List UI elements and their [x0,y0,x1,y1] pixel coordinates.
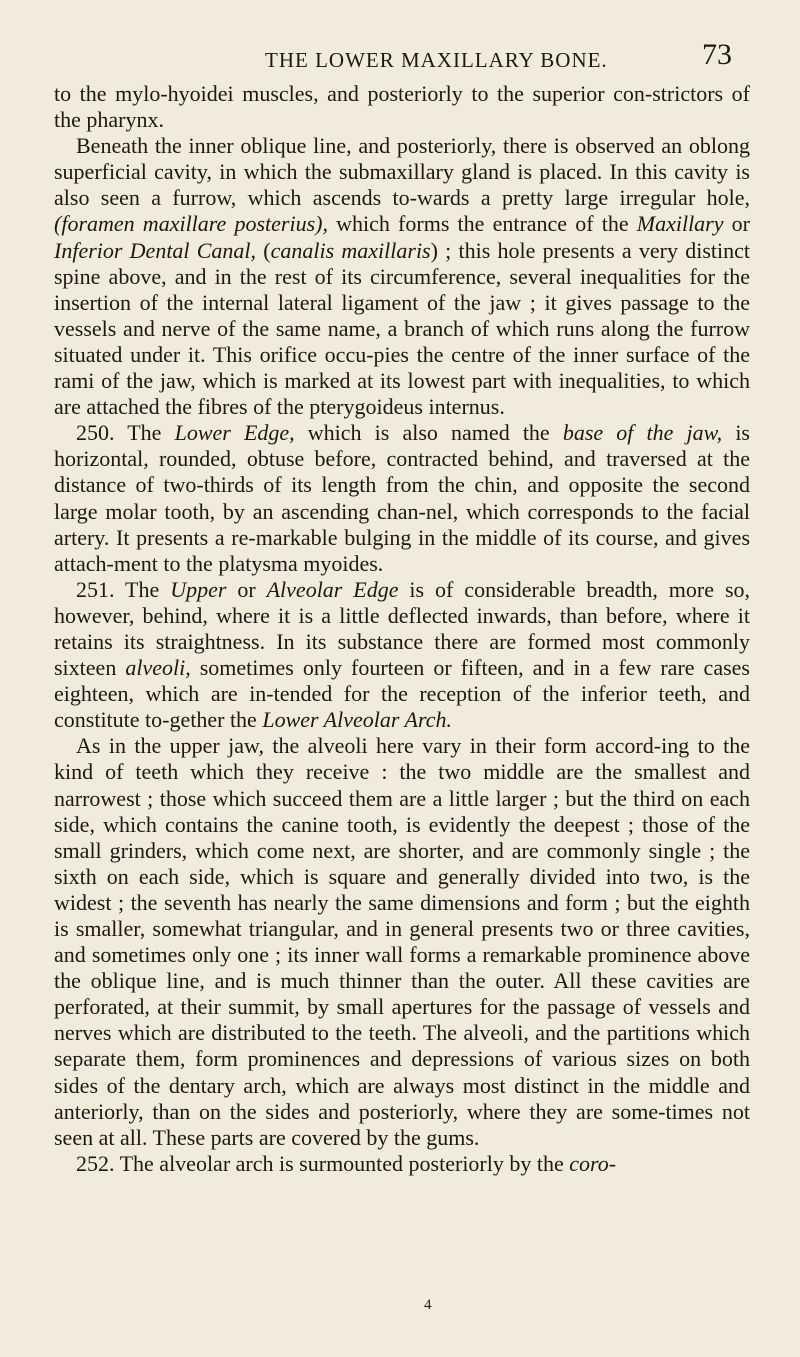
text-run: 250. The [76,420,175,446]
italic-term: base of the jaw, [562,420,723,446]
text-run: or [723,211,750,237]
text-run: Beneath the inner oblique line, and posteriorly, there is observed an oblong superficial cavity, in which the submaxillary gland is placed. In this cavity is also seen a furrow, which ascends to-wards a pretty large irregular hole, [54,133,750,211]
italic-term: (foramen maxillare posterius), [54,211,328,237]
text-run: ) ; this hole presents a very distinct spine above, and in the rest of its circumference, several inequalities for the insertion of the internal lateral ligament of the jaw ; it gives passage to the vessels and nerve of the same name, a branch of which runs along the furrow situated under it. This orifice occu-pies the centre of the inner surface of the rami of the jaw, which is marked at its lowest part with inequalities, to which are attached the fibres of the pterygoideus internus. [54,237,751,420]
text-run: to the mylo-hyoidei muscles, and posteriorly to the superior con-strictors of the pharynx. [54,81,750,133]
paragraph [54,1151,750,1177]
text-run: sometimes only fourteen or fifteen, and in a few rare cases eighteen, which are in-tended for the reception of the inferior teeth, and constitute to-gether the [54,655,750,733]
paragraph [54,81,750,133]
signature-mark: 4 [424,1297,432,1313]
italic-term: Lower Edge, [174,420,295,446]
page-number: 73 [702,38,732,71]
text-run: is horizontal, rounded, obtuse before, contracted behind, and traversed at the distance of two-thirds of its length from the chin, and opposite the second large molar tooth, by an ascending chan-nel, which corresponds to the facial artery. It presents a re-markable bulging in the middle of its course, and gives attach-ment to the platysma myoides. [54,420,750,576]
italic-term: Maxillary [636,211,724,237]
italic-term: Inferior Dental Canal, [54,237,257,263]
paragraph [54,133,750,420]
text-run: As in the upper jaw, the alveoli here vary in their form accord-ing to the kind of teeth which they receive : the two middle are the smallest and narrowest ; those which succeed them are a little larger ; but the third on each side, which contains the canine tooth, is evidently the deepest ; those of the small grinders, which come next, are shorter, and are commonly single ; the sixth on each side, which is square and generally divided into two, is the widest ; the seventh has nearly the same dimensions and form ; but the eighth is smaller, somewhat triangular, and in general presents two or three cavities, and sometimes only one ; its inner wall forms a remarkable prominence above the oblique line, and is much thinner than the outer. All these cavities are perforated, at their summit, by small apertures for the passage of vessels and nerves which are distributed to the teeth. The alveoli, and the partitions which separate them, form prominences and depressions of various sizes on both sides of the dentary arch, which are always most distinct in the middle and anteriorly, than on the sides and posteriorly, where they are some-times not seen at all. These parts are covered by the gums. [54,733,750,1150]
text-run: which is also named the [294,420,563,446]
text-run: ( [256,237,271,263]
text-run: 252. The alveolar arch is surmounted posteriorly by the [76,1150,570,1176]
paragraph [54,733,750,1151]
text-run: is of considerable breadth, more so, however, behind, where it is a little deflected inwards, than before, where it retains its straightness. In its substance there are formed most commonly sixteen [54,576,751,681]
paragraph [54,577,750,734]
italic-term: Upper [170,576,227,602]
italic-term: Lower Alveolar Arch. [262,707,452,733]
body-text [54,81,750,1177]
italic-term: coro- [569,1150,617,1176]
text-run: 251. The [76,576,171,602]
paragraph [54,420,750,577]
text-run: or [226,576,267,602]
page-header [0,38,800,78]
italic-term: canalis maxillaris [270,237,431,263]
italic-term: alveoli, [125,655,191,681]
running-title: THE LOWER MAXILLARY BONE. [265,48,608,72]
text-run: which forms the entrance of the [327,211,637,237]
italic-term: Alveolar Edge [266,576,399,602]
